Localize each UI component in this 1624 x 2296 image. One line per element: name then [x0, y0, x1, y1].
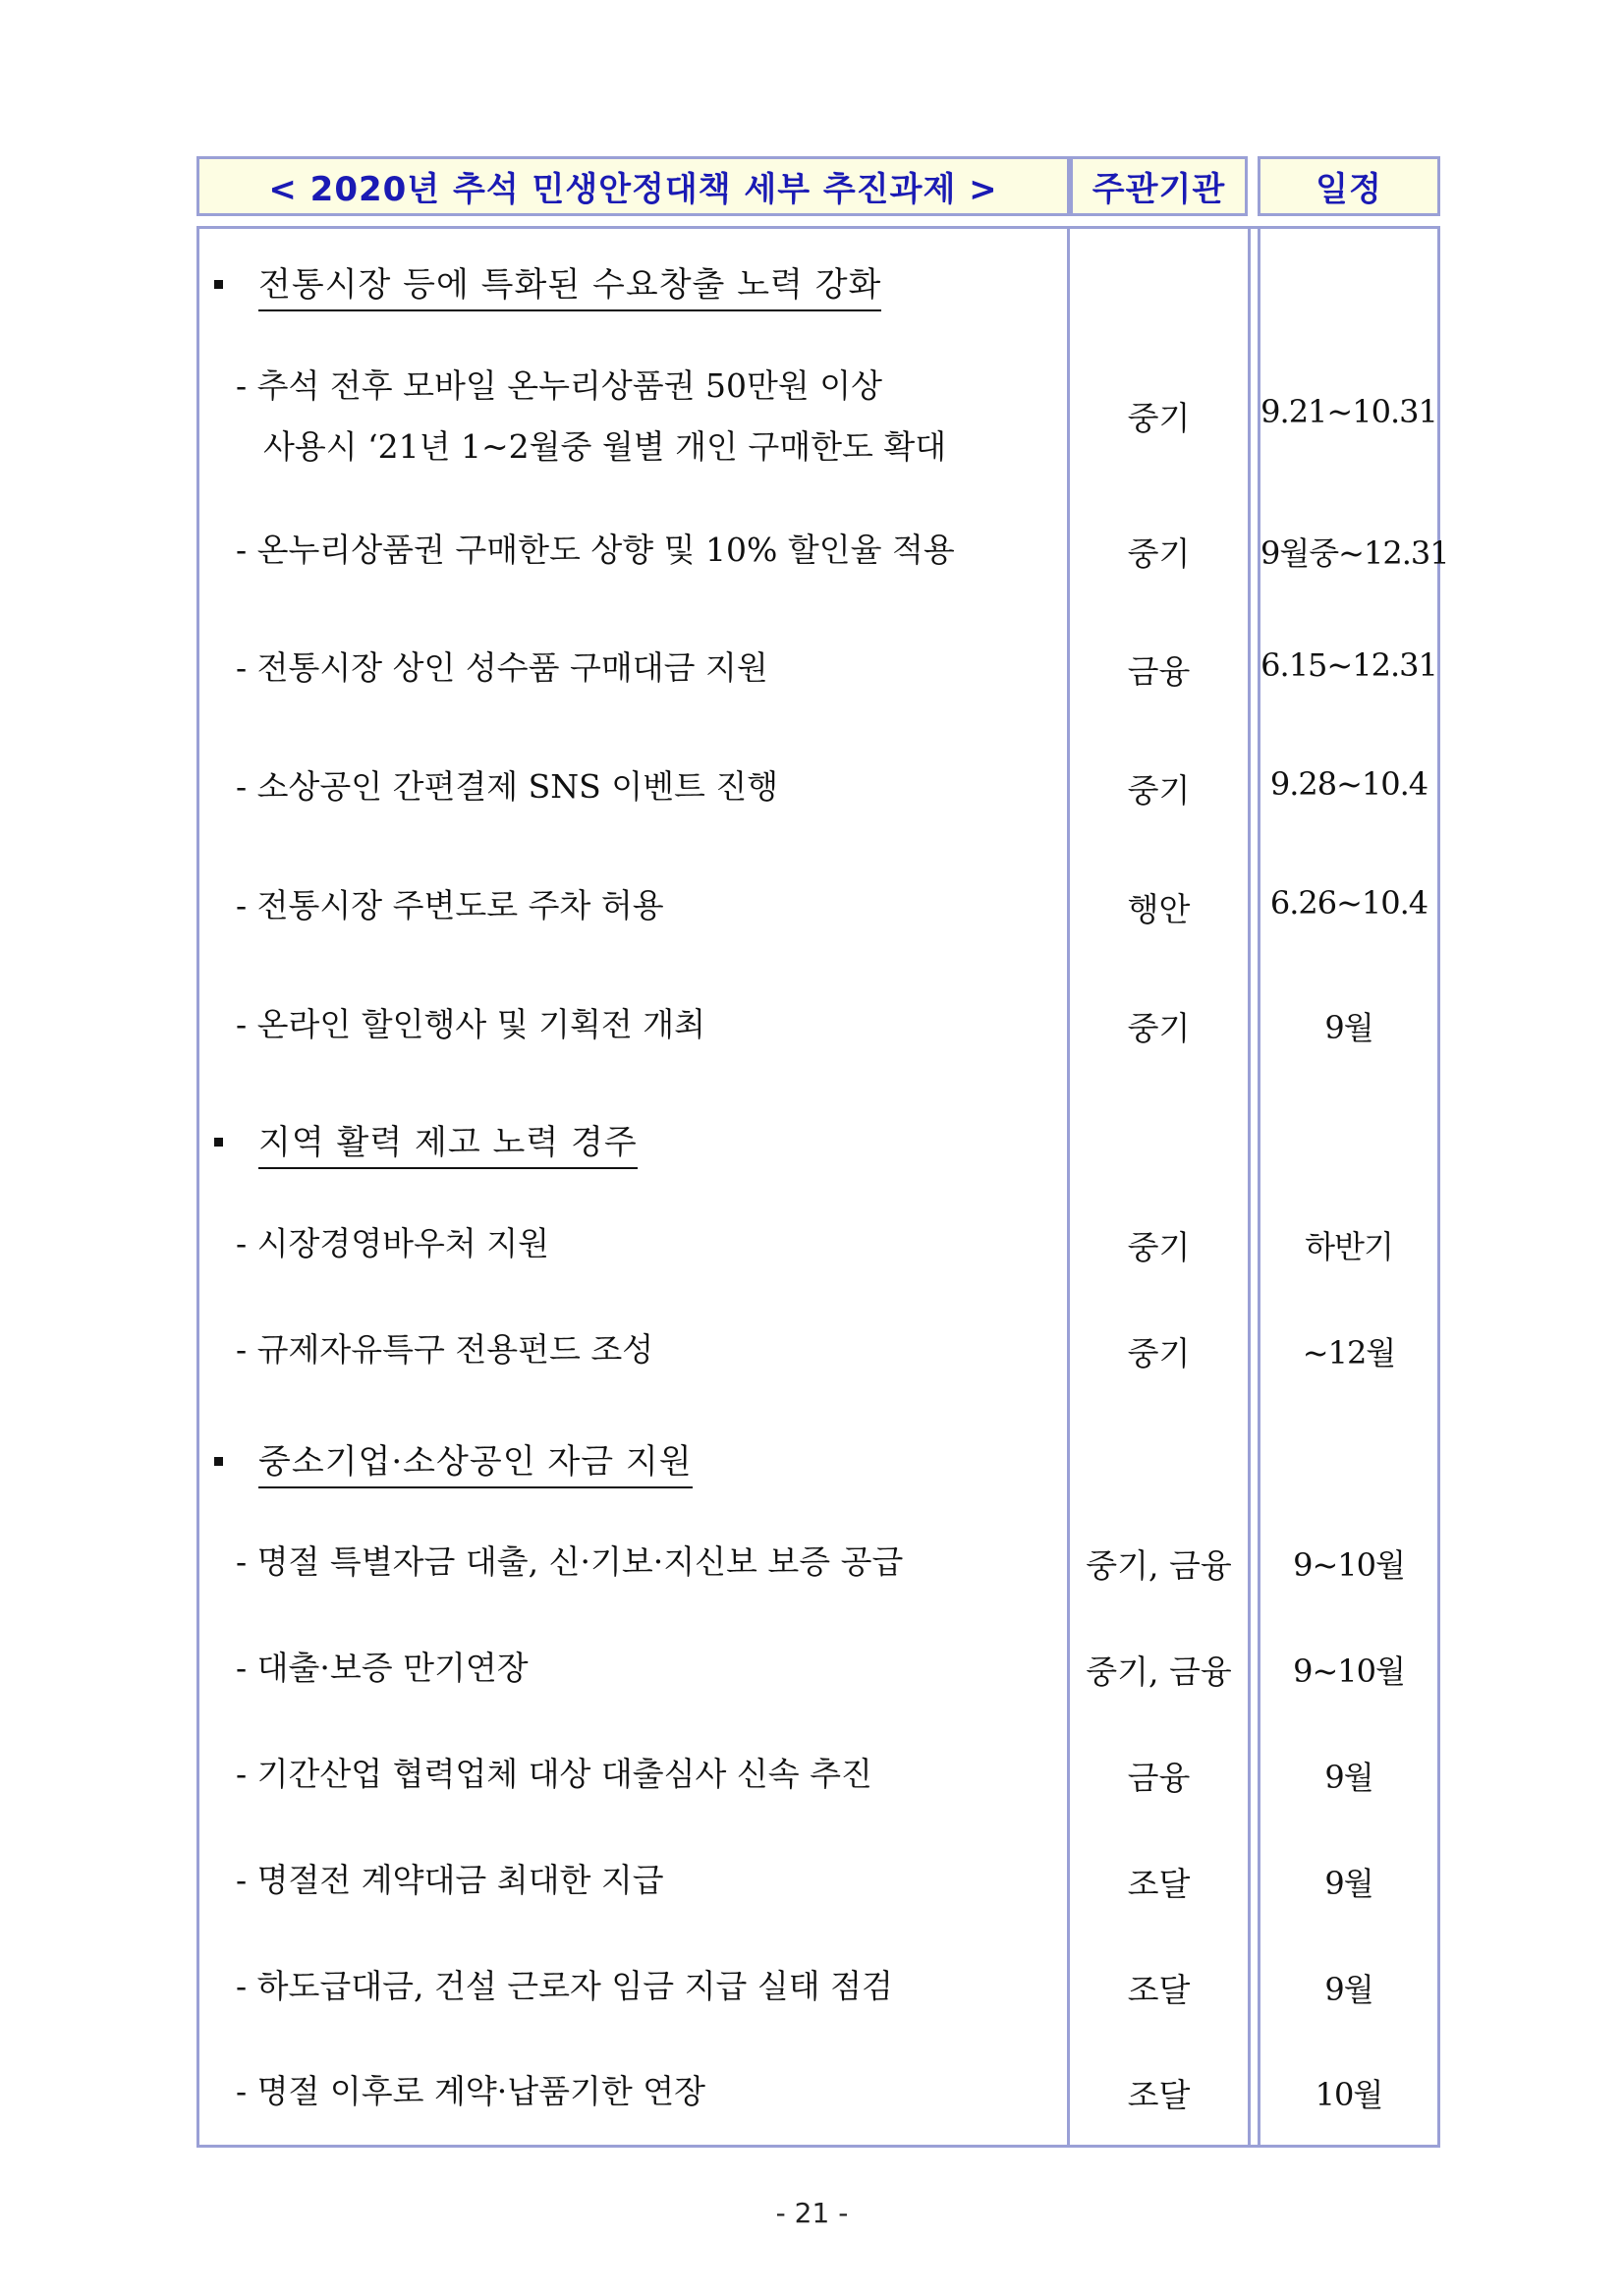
task-line: - 추석 전후 모바일 온누리상품권 50만원 이상	[236, 366, 883, 405]
page-number: - 21 -	[775, 2197, 849, 2229]
agency-cell: 조달	[1127, 2076, 1191, 2114]
task-item	[236, 529, 955, 572]
square-bullet-icon	[214, 1457, 223, 1466]
task-line: - 온누리상품권 구매한도 상향 및 10% 할인율 적용	[236, 531, 955, 569]
schedule-cell: 9월	[1324, 1865, 1373, 1902]
task-item	[236, 1222, 549, 1265]
column-divider-agency-gap	[1248, 226, 1251, 2148]
schedule-cell: 6.15~12.31	[1260, 646, 1437, 684]
agency-cell: 중기	[1127, 1228, 1191, 1266]
task-item	[236, 1753, 872, 1796]
square-bullet-icon	[214, 280, 223, 289]
schedule-cell: 9~10월	[1293, 1652, 1405, 1690]
agency-cell: 조달	[1127, 1971, 1191, 2009]
schedule-cell: 9.21~10.31	[1260, 393, 1437, 430]
schedule-cell: 9월	[1324, 1009, 1373, 1046]
agency-cell: 중기	[1127, 399, 1191, 437]
table-header-title-cell	[196, 156, 1070, 216]
task-item	[236, 1540, 903, 1584]
agency-cell: 중기	[1127, 534, 1191, 573]
column-divider-task-agency	[1067, 226, 1070, 2148]
task-item	[236, 765, 778, 809]
task-line: - 대출·보증 만기연장	[236, 1649, 529, 1687]
task-item	[236, 1328, 653, 1372]
schedule-cell: 6.26~10.4	[1269, 884, 1428, 922]
schedule-cell: 9월중~12.31	[1260, 534, 1449, 572]
agency-cell: 중기, 금융	[1086, 1546, 1232, 1585]
agency-cell: 금융	[1127, 1759, 1191, 1797]
task-line: 사용시 ‘21년 1~2월중 월별 개인 구매한도 확대	[263, 427, 947, 466]
schedule-cell: 하반기	[1305, 1228, 1393, 1265]
task-item	[236, 1965, 893, 2008]
task-line: - 명절전 계약대금 최대한 지급	[236, 1861, 664, 1899]
task-item	[236, 646, 768, 690]
schedule-cell: 9월	[1324, 1971, 1373, 2008]
column-header-schedule: 일정	[1316, 170, 1382, 209]
task-line: - 하도급대금, 건설 근로자 임금 지급 실태 점검	[236, 1967, 893, 2005]
agency-cell: 중기	[1127, 771, 1191, 810]
schedule-cell: 10월	[1315, 2076, 1383, 2113]
task-item	[236, 1859, 664, 1902]
task-line: - 온라인 할인행사 및 기획전 개최	[236, 1005, 706, 1043]
section-header: 지역 활력 제고 노력 경주	[214, 1115, 638, 1169]
agency-cell: 중기	[1127, 1334, 1191, 1372]
task-item	[236, 884, 664, 927]
schedule-cell: 9월	[1324, 1759, 1373, 1796]
section-header: 중소기업·소상공인 자금 지원	[214, 1434, 693, 1488]
task-line: - 명절 특별자금 대출, 신·기보·지신보 보증 공급	[236, 1542, 904, 1581]
task-item	[236, 1003, 705, 1046]
agency-cell: 중기	[1127, 1009, 1191, 1047]
agency-cell: 조달	[1127, 1865, 1191, 1903]
schedule-cell: 9.28~10.4	[1269, 765, 1428, 803]
task-item	[236, 2070, 705, 2113]
task-line: - 소상공인 간편결제 SNS 이벤트 진행	[236, 767, 779, 806]
agency-cell: 행안	[1127, 890, 1191, 928]
schedule-cell: 9~10월	[1293, 1546, 1405, 1584]
task-line: - 규제자유특구 전용펀드 조성	[236, 1330, 654, 1369]
schedule-cell: ~12월	[1302, 1334, 1396, 1372]
table-header-agency-cell	[1070, 156, 1248, 216]
column-header-agency: 주관기관	[1092, 170, 1226, 209]
square-bullet-icon	[214, 1138, 223, 1147]
table-title: < 2020년 추석 민생안정대책 세부 추진과제 >	[268, 170, 998, 209]
agency-cell: 금융	[1127, 652, 1191, 691]
section-header: 전통시장 등에 특화된 수요창출 노력 강화	[214, 257, 881, 311]
task-line: - 전통시장 상인 성수품 구매대금 지원	[236, 648, 768, 687]
task-item	[236, 1647, 529, 1690]
task-line: - 명절 이후로 계약·납품기한 연장	[236, 2072, 706, 2110]
task-line: - 기간산업 협력업체 대상 대출심사 신속 추진	[236, 1755, 872, 1793]
task-line: - 시장경영바우처 지원	[236, 1224, 550, 1262]
agency-cell: 중기, 금융	[1086, 1652, 1232, 1691]
task-line: - 전통시장 주변도로 주차 허용	[236, 886, 664, 924]
task-item	[236, 356, 946, 477]
table-header-schedule-cell	[1258, 156, 1440, 216]
